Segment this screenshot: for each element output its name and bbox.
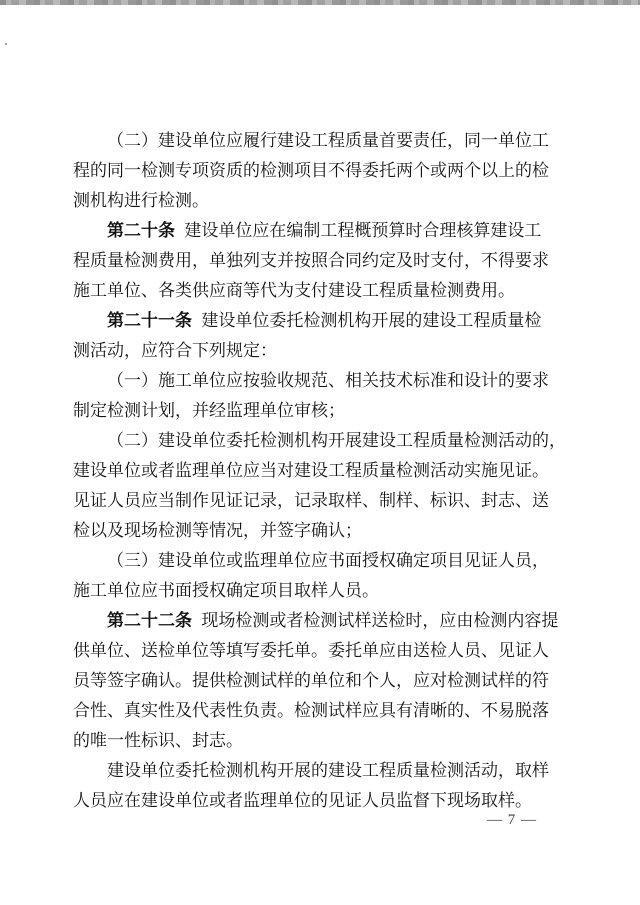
line-text: 测机构进行检测。 xyxy=(73,191,209,210)
line-text: 测活动，应符合下列规定： xyxy=(73,341,277,360)
line-text: 建设单位委托检测机构开展的建设工程质量检测活动，取样 xyxy=(107,761,549,780)
scan-edge-artifact xyxy=(0,0,640,5)
line-text: 制定检测计划，并经监理单位审核； xyxy=(73,401,345,420)
text-line xyxy=(73,606,583,636)
line-text: 建设单位委托检测机构开展的建设工程质量检 xyxy=(201,311,542,330)
text-line xyxy=(73,696,583,726)
line-text: 程质量检测费用，单独列支并按照合同约定及时支付，不得要求 xyxy=(73,251,549,270)
text-line xyxy=(73,756,583,786)
text-line xyxy=(73,156,583,186)
line-text: （一）施工单位应按验收规范、相关技术标准和设计的要求 xyxy=(107,371,549,390)
line-text: （二）建设单位应履行建设工程质量首要责任，同一单位工 xyxy=(107,131,549,150)
line-text: 检以及现场检测等情况，并签字确认； xyxy=(73,521,362,540)
line-text: 现场检测或者检测试样送检时，应由检测内容提 xyxy=(201,611,559,630)
line-text: 见证人员应当制作见证记录，记录取样、制样、标识、封志、送 xyxy=(73,491,549,510)
line-text: 建设单位应在编制工程概预算时合理核算建设工 xyxy=(184,221,542,240)
page-number: — 7 — xyxy=(487,812,537,828)
text-line xyxy=(73,726,583,756)
text-line xyxy=(73,306,583,336)
article-number: 第二十条 xyxy=(107,221,175,240)
text-line xyxy=(73,126,583,156)
line-text: 的唯一性标识、封志。 xyxy=(73,731,243,750)
text-line xyxy=(73,336,583,366)
scan-speck xyxy=(5,43,7,45)
line-text: （三）建设单位或监理单位应书面授权确定项目见证人员， xyxy=(107,551,549,570)
line-text: 人员应在建设单位或者监理单位的见证人员监督下现场取样。 xyxy=(73,791,532,810)
line-text: 供单位、送检单位等填写委托单。委托单应由送检人员、见证人 xyxy=(73,641,549,660)
text-line xyxy=(73,216,583,246)
document-body xyxy=(73,126,583,816)
text-line xyxy=(73,426,583,456)
text-line xyxy=(73,636,583,666)
text-line xyxy=(73,366,583,396)
line-text: 施工单位应书面授权确定项目取样人员。 xyxy=(73,581,379,600)
text-line xyxy=(73,186,583,216)
text-line xyxy=(73,666,583,696)
article-number: 第二十一条 xyxy=(107,311,192,330)
line-text: 程的同一检测专项资质的检测项目不得委托两个或两个以上的检 xyxy=(73,161,549,180)
line-text: 建设单位或者监理单位应当对建设工程质量检测活动实施见证。 xyxy=(73,461,549,480)
text-line xyxy=(73,246,583,276)
text-line xyxy=(73,396,583,426)
text-line xyxy=(73,516,583,546)
line-text: 合性、真实性及代表性负责。检测试样应具有清晰的、不易脱落 xyxy=(73,701,549,720)
text-line xyxy=(73,576,583,606)
article-number: 第二十二条 xyxy=(107,611,192,630)
line-text: 员等签字确认。提供检测试样的单位和个人，应对检测试样的符 xyxy=(73,671,549,690)
line-text: （二）建设单位委托检测机构开展建设工程质量检测活动的， xyxy=(107,431,566,450)
line-text: 施工单位、各类供应商等代为支付建设工程质量检测费用。 xyxy=(73,281,515,300)
text-line xyxy=(73,276,583,306)
text-line xyxy=(73,456,583,486)
text-line xyxy=(73,486,583,516)
text-line xyxy=(73,546,583,576)
